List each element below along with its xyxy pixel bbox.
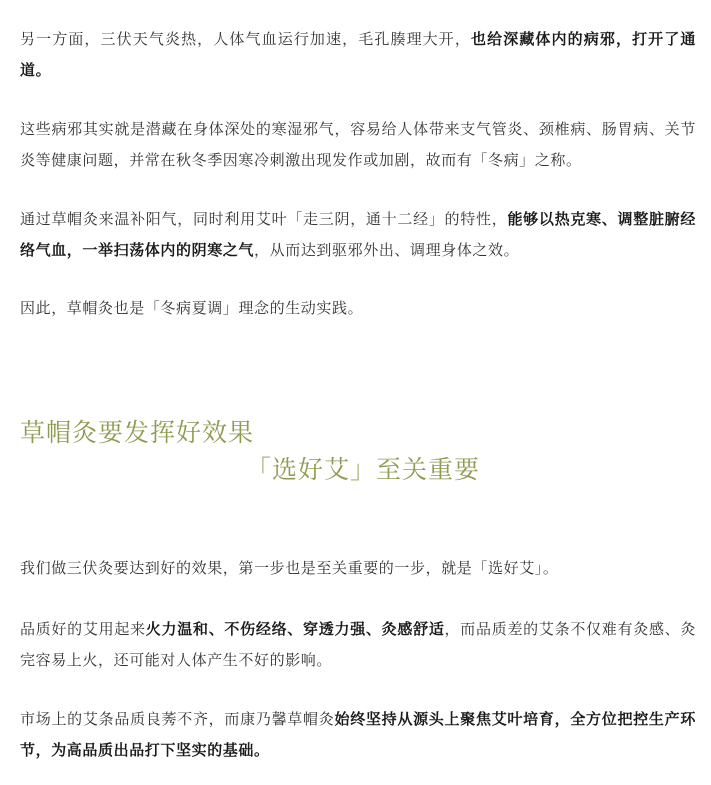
- paragraph-6-emphasis: 火力温和、不伤经络、穿透力强、灸感舒适: [145, 620, 445, 638]
- paragraph-5-text: 我们做三伏灸要达到好的效果，第一步也是至关重要的一步，就是「选好艾」。: [20, 559, 559, 577]
- paragraph-6: [20, 614, 696, 676]
- section-heading-line-2: 「选好艾」至关重要: [246, 455, 481, 484]
- paragraph-5: [20, 553, 696, 584]
- paragraph-3-text-start: 通过草帽灸来温补阳气，同时利用艾叶「走三阴，通十二经」的特性，: [20, 210, 508, 228]
- paragraph-3-emphasis: 能够以热克寒、调整脏腑经络气血，一举扫荡体内的阴寒之气: [20, 210, 696, 259]
- paragraph-4-text: 因此，草帽灸也是「冬病夏调」理念的生动实践。: [20, 299, 364, 317]
- paragraph-6-text-end: ，而品质差的艾条不仅难有灸感、灸完容易上火，还可能对人体产生不好的影响。: [20, 620, 696, 669]
- paragraph-3: [20, 204, 696, 266]
- paragraph-4: [20, 293, 696, 324]
- paragraph-7-text: 市场上的艾条品质良莠不齐，而康乃馨草帽灸: [20, 710, 335, 728]
- paragraph-7: [20, 704, 696, 766]
- section-heading-line-1: 草帽灸要发挥好效果: [20, 418, 255, 447]
- paragraph-1: [20, 24, 696, 86]
- paragraph-7-emphasis: 始终坚持从源头上聚焦艾叶培育，全方位把控生产环节，为高品质出品打下坚实的基础。: [20, 710, 696, 759]
- paragraph-3-text-end: ，从而达到驱邪外出、调理身体之效。: [254, 241, 520, 259]
- paragraph-2: [20, 114, 696, 176]
- paragraph-6-text-start: 品质好的艾用起来: [20, 620, 146, 638]
- paragraph-1-text: 另一方面，三伏天气炎热，人体气血运行加速，毛孔腠理大开，: [20, 30, 471, 48]
- paragraph-2-text: 这些病邪其实就是潜藏在身体深处的寒湿邪气，容易给人体带来支气管炎、颈椎病、肠胃病、关节炎等健康问题，并常在秋冬季因寒冷刺激出现发作或加剧，故而有「冬病」之称。: [20, 120, 696, 169]
- paragraph-1-emphasis: 也给深藏体内的病邪，打开了通道。: [20, 30, 696, 79]
